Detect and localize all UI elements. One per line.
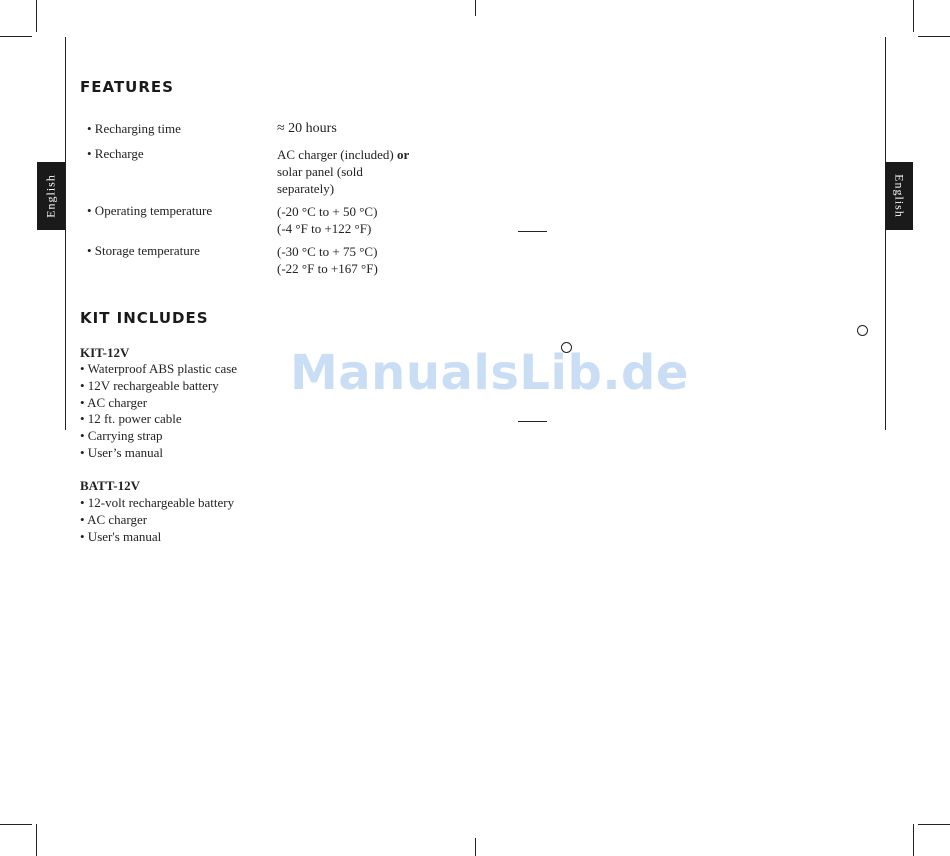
feature-value-text: (-30 °C to + 75 °C) — [277, 244, 378, 259]
feature-value-text: (-4 °F to +122 °F) — [277, 221, 372, 236]
crop-mark — [918, 824, 950, 825]
language-tab-right — [885, 162, 913, 230]
feature-label: • Recharging time — [87, 121, 181, 136]
feature-value-text: AC charger (included) — [277, 147, 397, 162]
language-tab-left — [37, 162, 65, 230]
registration-circle — [857, 325, 868, 336]
crop-mark — [0, 824, 32, 825]
kit-item-list — [80, 361, 237, 462]
feature-value-text: (-20 °C to + 50 °C) — [277, 204, 378, 219]
feature-value-text: separately) — [277, 181, 335, 196]
kit-item: • 12 ft. power cable — [80, 411, 182, 427]
feature-value: ≈ 20 hours — [277, 121, 337, 136]
page-edge-right — [885, 37, 886, 430]
kit-title: KIT-12V — [80, 345, 130, 360]
kit-item: • User’s manual — [80, 444, 164, 460]
fold-mark — [518, 421, 547, 422]
kit-item: • Waterproof ABS plastic case — [80, 361, 238, 376]
feature-value — [277, 203, 377, 237]
features-heading: FEATURES — [80, 78, 174, 96]
feature-value — [277, 146, 409, 197]
kit-item: • User's manual — [80, 528, 162, 544]
watermark: ManualsLib.de — [290, 345, 689, 401]
language-tab-label: English — [892, 174, 907, 218]
feature-label: • Storage temperature — [87, 243, 200, 258]
kit-title: BATT-12V — [80, 478, 140, 493]
crop-mark — [475, 0, 476, 16]
feature-label: • Recharge — [87, 146, 144, 161]
kit-item: • AC charger — [80, 511, 148, 527]
crop-mark — [913, 824, 914, 856]
crop-mark — [0, 36, 32, 37]
crop-mark — [913, 0, 914, 32]
crop-mark — [918, 36, 950, 37]
kit-item: • 12V rechargeable battery — [80, 377, 219, 393]
kit-item-list — [80, 495, 234, 545]
feature-value-text: solar panel (sold — [277, 164, 363, 179]
kit-item: • 12-volt rechargeable battery — [80, 495, 235, 510]
crop-mark — [475, 838, 476, 856]
page-edge-left — [65, 37, 66, 430]
feature-value — [277, 243, 378, 277]
feature-label: • Operating temperature — [87, 203, 213, 218]
feature-value-text: (-22 °F to +167 °F) — [277, 261, 378, 276]
feature-value-emphasis: or — [396, 147, 410, 162]
kit-includes-heading: KIT INCLUDES — [80, 309, 209, 327]
crop-mark — [36, 0, 37, 32]
language-tab-label: English — [43, 174, 58, 218]
fold-mark — [518, 231, 547, 232]
crop-mark — [36, 824, 37, 856]
kit-item: • Carrying strap — [80, 428, 163, 444]
kit-item: • AC charger — [80, 394, 148, 410]
